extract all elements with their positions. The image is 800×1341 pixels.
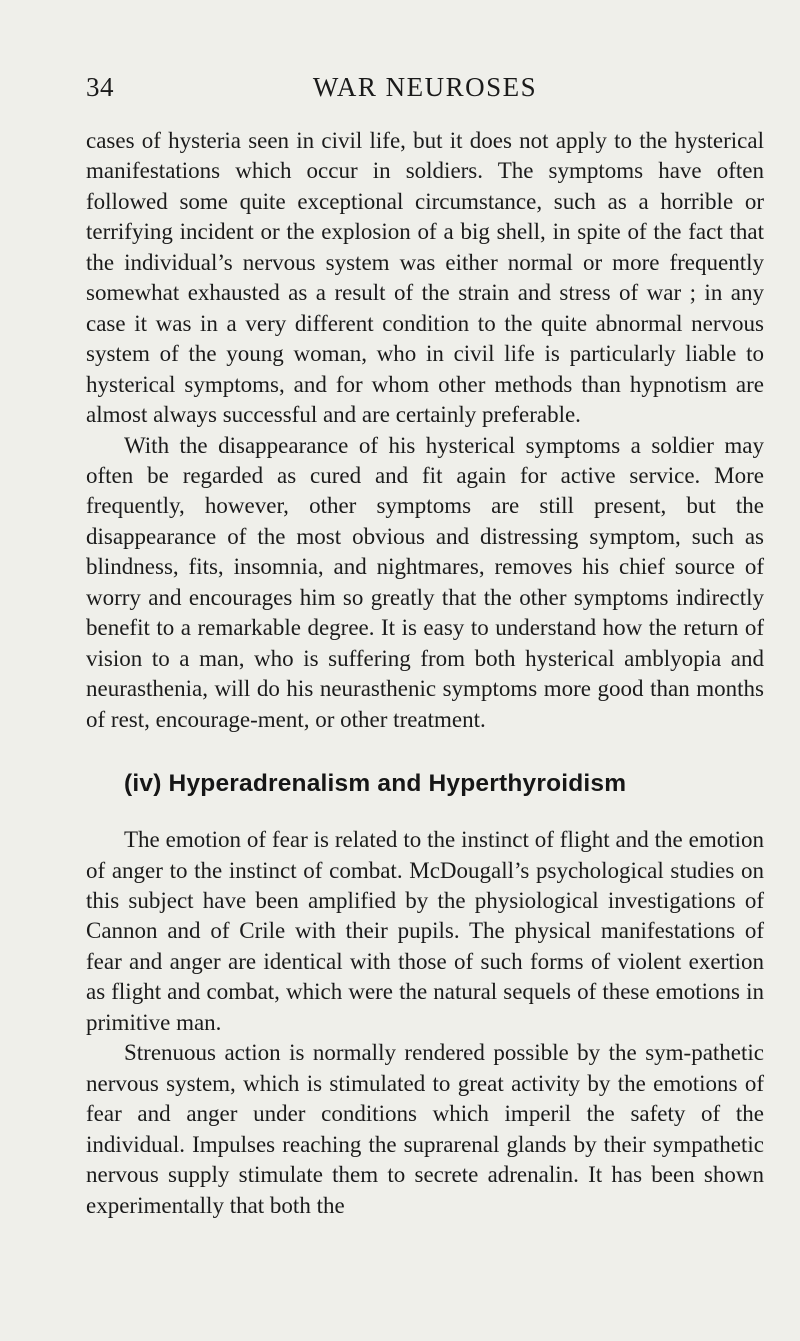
page-header (86, 72, 764, 106)
page-body (86, 126, 764, 1221)
section-heading: (iv) Hyperadrenalism and Hyperthyroidism (124, 770, 627, 798)
paragraph-continued: cases of hysteria seen in civil life, but it does not apply to the hysterical manifestations which occur in soldiers. The symptoms have often followed some quite exceptional circumstance, such as a horrible or terrifying incident or the explosion of a big shell, in spite of the fact that the individual’s nervous system was either normal or more frequently somewhat exhausted as a result of the strain and stress of war ; in any case it was in a very different condition to the quite abnormal nervous system of the young woman, who in civil life is particularly liable to hysterical symptoms, and for whom other methods than hypnotism are almost always successful and are certainly preferable. (86, 128, 764, 428)
paragraph: The emotion of fear is related to the instinct of flight and the emotion of anger to the instinct of combat. McDougall’s psychological studies on this subject have been amplified by the physiological investigations of Cannon and of Crile with their pupils. The physical manifestations of fear and anger are identical with those of such forms of violent exertion as flight and combat, which were the natural sequels of these emotions in primitive man. (86, 827, 764, 1035)
running-head: WAR NEUROSES (312, 72, 538, 102)
page-number: 34 (86, 72, 114, 102)
paragraph: Strenuous action is normally rendered possible by the sym-pathetic nervous system, which is stimulated to great activity by the emotions of fear and anger under conditions which imperil the safety of the individual. Impulses reaching the suprarenal glands by their sympathetic nervous supply stimulate them to secrete adrenalin. It has been shown experimentally that both the (86, 1040, 764, 1218)
paragraph: With the disappearance of his hysterical symptoms a soldier may often be regarded as cured and fit again for active service. More frequently, however, other symptoms are still present, but the disappearance of the most obvious and distressing symptom, such as blindness, fits, insomnia, and nightmares, removes his chief source of worry and encourages him so greatly that the other symptoms indirectly benefit to a remarkable degree. It is easy to understand how the return of vision to a man, who is suffering from both hysterical amblyopia and neurasthenia, will do his neurasthenic symptoms more good than months of rest, encourage-ment, or other treatment. (86, 432, 764, 732)
